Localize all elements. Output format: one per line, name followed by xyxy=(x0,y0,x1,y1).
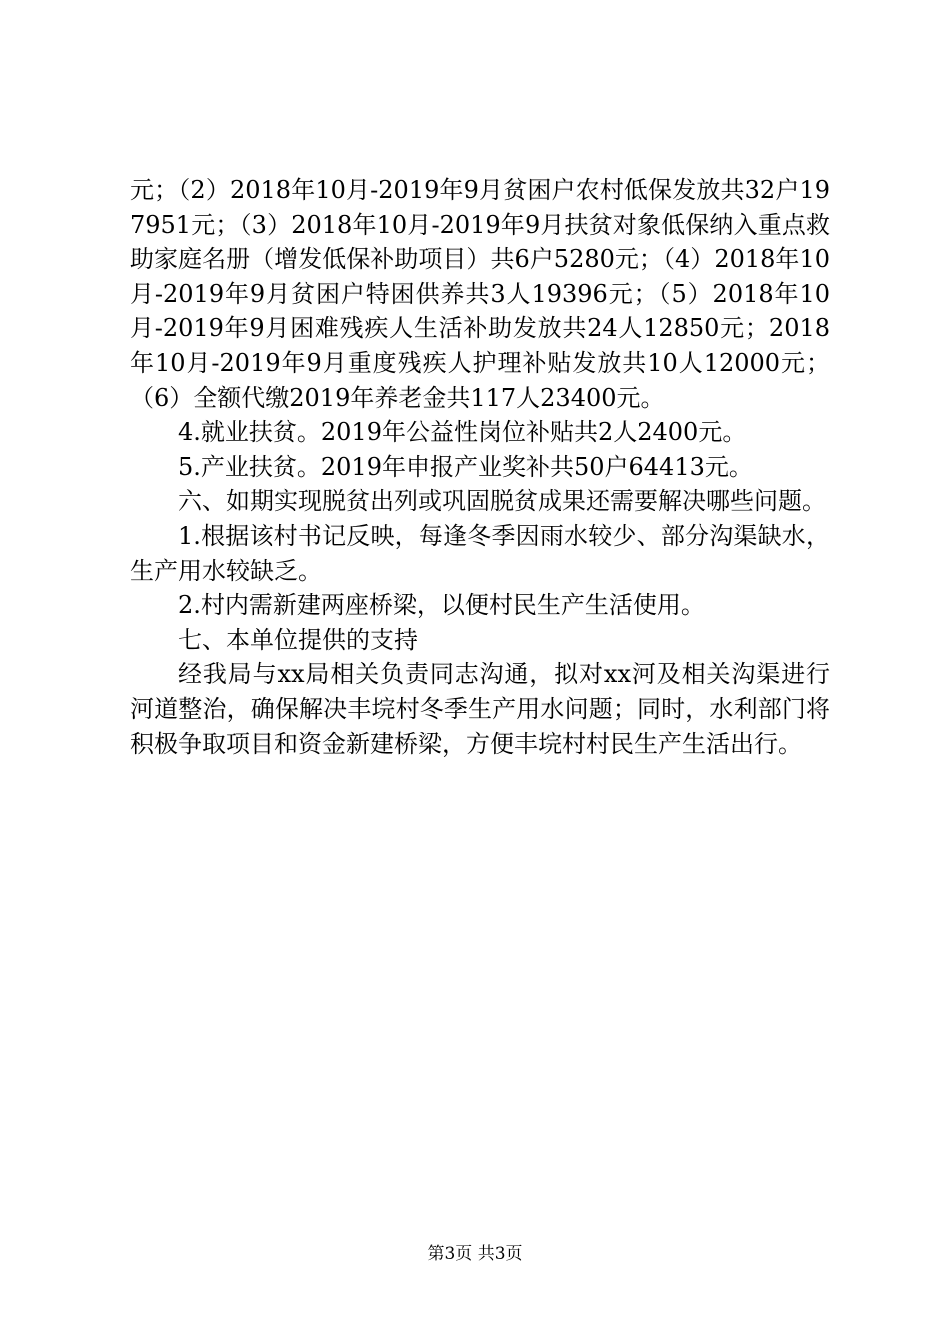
paragraph-issue-water: 1.根据该村书记反映，每逢冬季因雨水较少、部分沟渠缺水，生产用水较缺乏。 xyxy=(130,521,830,585)
page-footer xyxy=(0,1242,950,1266)
paragraph-subsidy-list: 元；（2）2018年10月-2019年9月贫困户农村低保发放共32户197951元；（3）2018年10月-2019年9月扶贫对象低保纳入重点救助家庭名册（增发低保补助项目）共6户5280元；（4）2018年10月-2019年9月贫困户特困供养共3人19396元；（5）2018年10月-2019年9月困难残疾人生活补助发放共24人12850元；2018年10月-2019年9月重度残疾人护理补贴发放共10人12000元；（6）全额代缴2019年养老金共117人23400元。 xyxy=(130,176,830,412)
paragraph-support: 经我局与xx局相关负责同志沟通，拟对xx河及相关沟渠进行河道整治，确保解决丰垸村冬季生产用水问题；同时，水利部门将积极争取项目和资金新建桥梁，方便丰垸村村民生产生活出行。 xyxy=(130,660,830,758)
paragraph-industry: 5.产业扶贫。2019年申报产业奖补共50户64413元。 xyxy=(178,452,753,481)
heading-section-six: 六、如期实现脱贫出列或巩固脱贫成果还需要解决哪些问题。 xyxy=(178,487,826,516)
page-number: 第3页 共3页 xyxy=(427,1244,523,1264)
document-body xyxy=(130,173,830,761)
paragraph-issue-bridges: 2.村内需新建两座桥梁，以便村民生产生活使用。 xyxy=(178,591,705,620)
heading-section-seven: 七、本单位提供的支持 xyxy=(178,625,418,654)
paragraph-employment: 4.就业扶贫。2019年公益性岗位补贴共2人2400元。 xyxy=(178,418,747,447)
